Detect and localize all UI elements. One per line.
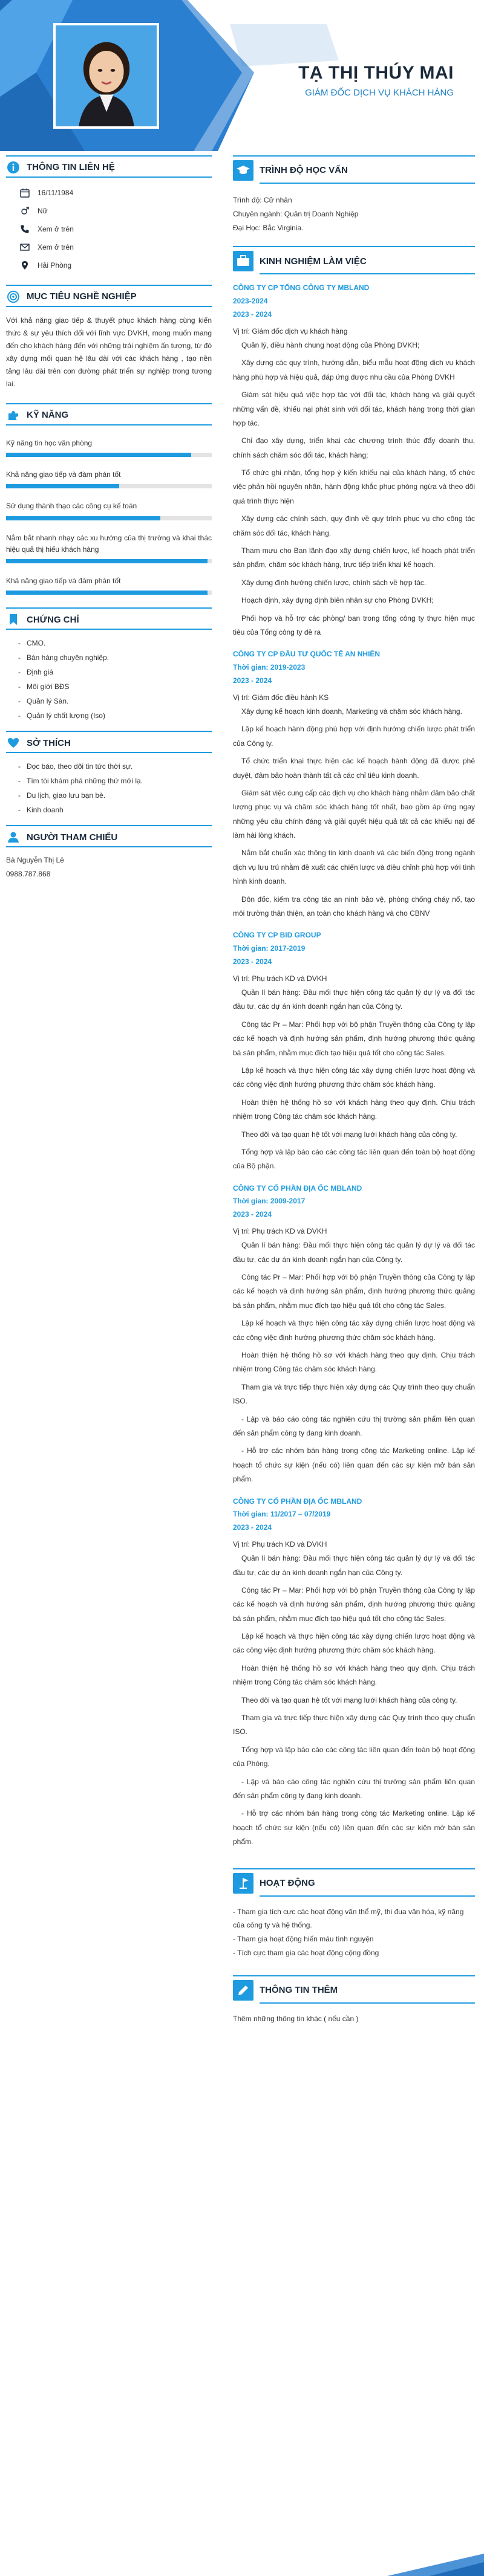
job-duty: Hoàn thiện hệ thống hồ sơ với khách hàng theo quy định. Chịu trách nhiệm trong Công tác chăm sóc khách hàng. xyxy=(233,1351,475,1374)
gender-value: Nữ xyxy=(38,206,48,215)
certificate-item: - Định giá xyxy=(27,665,212,679)
avatar xyxy=(53,23,159,129)
job-company: CÔNG TY CP ĐẦU TƯ QUỐC TẾ AN NHIÊN xyxy=(233,650,381,659)
location-value: Hải Phòng xyxy=(38,261,72,270)
skill-bar xyxy=(6,484,212,488)
flag-icon xyxy=(233,1873,253,1894)
email-value: Xem ở trên xyxy=(38,242,74,251)
job-duty: Tham gia và trực tiếp thực hiện xây dựng các Quy trình theo quy chuẩn ISO. xyxy=(233,1382,475,1406)
job-duty: - Lập và báo cáo công tác nghiên cứu thị trường sản phẩm liên quan đến sản phẩm công ty đang kinh doanh. xyxy=(233,1777,475,1800)
job-duty: Lập kế hoạch hành động phù hợp với định hướng chiến lược phát triển của Công ty. xyxy=(233,725,475,748)
job-duty: Tổng hợp và lập báo cáo các công tác liên quan đến toàn bộ hoạt động của Bộ phận. xyxy=(233,1147,475,1171)
gender-icon xyxy=(18,206,31,216)
job-entry xyxy=(233,1495,475,1849)
job-period-secondary: 2023 - 2024 xyxy=(233,309,272,319)
job-duty: Xây dựng định hướng chiến lược, chính sách về hợp tác. xyxy=(241,578,427,587)
skills-title: KỸ NĂNG xyxy=(27,410,69,421)
jobs-list xyxy=(233,282,475,1849)
certificates-section-header xyxy=(6,610,212,629)
more-info-section-header xyxy=(233,1978,475,2002)
reference-name: Bà Nguyễn Thị Lê xyxy=(6,856,64,865)
certificate-item: - Bán hàng chuyên nghiệp. xyxy=(27,650,212,665)
job-duty: Quản lí bán hàng: Đầu mối thực hiện công tác quản lý dự lý và đối tác đầu tư, các dự án kinh doanh ngắn hạn của Công ty. xyxy=(233,1554,475,1577)
calendar-icon xyxy=(18,188,31,198)
skills-section-header xyxy=(6,406,212,424)
job-period-secondary: 2023 - 2024 xyxy=(233,676,272,685)
education-school: Đại Học: Bắc Virginia. xyxy=(233,223,304,232)
job-company: CÔNG TY CP TỔNG CÔNG TY MBLAND xyxy=(233,283,370,293)
job-entry xyxy=(233,282,475,639)
puzzle-icon xyxy=(6,408,21,422)
hobby-item: - Du lịch, giao lưu bạn bè. xyxy=(27,788,212,803)
graduation-cap-icon xyxy=(233,160,253,181)
job-duty: Lập kế hoạch và thực hiện công tác xây dựng chiến lược hoạt động và các công việc định hướng phương thức chăm sóc khách hàng. xyxy=(233,1066,475,1089)
job-duty: Tham mưu cho Ban lãnh đạo xây dựng chiến lược, kế hoạch phát triển sản phẩm, chăm sóc khách hàng, trực tiếp triển khai kế hoạch. xyxy=(233,546,475,569)
contact-gender xyxy=(6,202,212,220)
job-period: Thời gian: 2017-2019 xyxy=(233,944,306,953)
skill-label: Khả năng giao tiếp và đàm phán tốt xyxy=(6,576,121,585)
candidate-name: TẠ THỊ THÚY MAI xyxy=(298,63,454,83)
job-role: Vị trí: Giám đốc dịch vụ khách hàng xyxy=(233,327,348,336)
job-period: 2023-2024 xyxy=(233,296,268,305)
job-duty: - Hỗ trợ các nhóm bán hàng trong công tác Marketing online. Lập kế hoạch tổ chức sự kiện (nếu có) liên quan đến các sự kiện mở bán sản phẩm. xyxy=(233,1446,475,1484)
activity-item: - Tham gia tích cực các hoạt động văn thể mỹ, thi đua văn hóa, kỹ năng của công ty và hệ thống. xyxy=(233,1907,464,1930)
certificates-title: CHỨNG CHỈ xyxy=(27,614,79,625)
job-period-secondary: 2023 - 2024 xyxy=(233,1209,272,1218)
phone-icon xyxy=(18,224,31,234)
contact-phone xyxy=(6,220,212,238)
heart-icon xyxy=(6,736,21,750)
job-duty: Hoạch định, xây dựng định biên nhân sự cho Phòng DVKH; xyxy=(241,596,434,605)
job-period: Thời gian: 2009-2017 xyxy=(233,1197,306,1206)
job-duty: Phối hợp và hỗ trợ các phòng/ ban trong tổng công ty thực hiện mục tiêu của Tổng công ty đề ra xyxy=(233,613,475,636)
certificate-item: - Quản lý chất lượng (Iso) xyxy=(27,708,212,723)
job-duty: Quản lí bán hàng: Đầu mối thực hiện công tác quản lý dự lý và đối tác đầu tư, các dự án kinh doanh ngắn hạn của Công ty. xyxy=(233,1241,475,1264)
skill-item xyxy=(6,532,212,563)
job-company: CÔNG TY CP BID GROUP xyxy=(233,931,321,940)
job-duty: Tổng hợp và lập báo cáo các công tác liên quan đến toàn bộ hoạt động của Phòng. xyxy=(233,1745,475,1769)
job-duty: Tham gia và trực tiếp thực hiện xây dựng các Quy trình theo quy chuẩn ISO. xyxy=(233,1714,475,1736)
references-section-header xyxy=(6,828,212,846)
skill-bar xyxy=(6,591,212,595)
skill-bar xyxy=(6,453,212,457)
activity-item: - Tích cực tham gia các hoạt động cộng đồng xyxy=(233,1948,379,1957)
left-column xyxy=(6,158,212,881)
briefcase-icon xyxy=(233,251,253,271)
skill-label: Kỹ năng tin học văn phòng xyxy=(6,439,93,447)
job-duty: Công tác Pr – Mar: Phối hợp với bộ phận Truyền thông của Công ty lập các kế hoạch và định hướng sản phẩm, định hướng phương thức quảng bá sản phẩm, nhằm mục đích tạo hiệu quả tốt cho công tác Sales. xyxy=(233,1020,475,1057)
skill-bar xyxy=(6,559,212,563)
job-role: Vị trí: Phụ trách KD và DVKH xyxy=(233,974,327,983)
certificate-item: - CMO. xyxy=(27,636,212,650)
job-duty: Đôn đốc, kiểm tra công tác an ninh bảo vệ, phòng chống cháy nổ, tạo môi trường thân thiện, an toàn cho khách hàng và cho CBNV xyxy=(233,895,475,918)
job-duty: - Lập và báo cáo công tác nghiên cứu thị trường sản phẩm liên quan đến sản phẩm công ty đang kinh doanh. xyxy=(233,1414,475,1437)
job-period: Thời gian: 2019-2023 xyxy=(233,662,306,672)
location-icon xyxy=(18,261,31,270)
activities-section-header xyxy=(233,1871,475,1895)
hobby-item: - Đọc báo, theo dõi tin tức thời sự. xyxy=(27,759,212,774)
hobbies-list xyxy=(6,759,212,817)
more-info-title: THÔNG TIN THÊM xyxy=(260,1985,338,1996)
contact-birthday xyxy=(6,184,212,202)
skill-item xyxy=(6,575,212,595)
info-icon xyxy=(6,160,21,175)
objective-section-header xyxy=(6,288,212,306)
skill-item xyxy=(6,469,212,488)
job-company: CÔNG TY CỔ PHẦN ĐỊA ỐC MBLAND xyxy=(233,1497,362,1506)
job-duty: - Hỗ trợ các nhóm bán hàng trong công tác Marketing online. Lập kế hoạch tổ chức sự kiện (nếu có) liên quan đến các sự kiện mở bán sản phẩm. xyxy=(233,1809,475,1846)
job-role: Vị trí: Phụ trách KD và DVKH xyxy=(233,1540,327,1549)
more-info-text: Thêm những thông tin khác ( nếu cần ) xyxy=(233,2014,359,2023)
job-entry xyxy=(233,1182,475,1487)
skill-bar-fill xyxy=(6,559,208,563)
job-duty: Giám sát việc cung cấp các dịch vụ cho khách hàng nhằm đảm bảo chất lượng phục vụ và chăm sóc khách hàng tốt nhất, bao gồm áp ứng ngay những yêu cầu chính đáng và giải quyết hiệu quả tất cả các khiếu nại để làm hài lòng khách. xyxy=(233,788,475,840)
job-duty: Tổ chức ghi nhận, tổng hợp ý kiến khiếu nại của khách hàng, tổ chức việc phản hồi nguyên nhân, hành động khắc phục phòng ngừa và theo dõi quá trình thực hiện xyxy=(233,468,475,505)
skill-item xyxy=(6,438,212,457)
job-duty: Theo dõi và tạo quan hệ tốt với mạng lưới khách hàng của công ty. xyxy=(241,1695,457,1704)
activities-title: HOẠT ĐỘNG xyxy=(260,1877,315,1888)
certificate-item: - Quản lý Sàn. xyxy=(27,694,212,708)
job-period-secondary: 2023 - 2024 xyxy=(233,1523,272,1532)
skill-item xyxy=(6,500,212,520)
objective-title: MỤC TIÊU NGHỀ NGHIỆP xyxy=(27,291,137,302)
job-period: Thời gian: 11/2017 – 07/2019 xyxy=(233,1510,331,1519)
contact-location xyxy=(6,256,212,274)
objective-text: Với khả năng giao tiếp & thuyết phục khách hàng cùng kiến thức & sự yêu thích đối với lĩnh vực DVKH, mong muốn mang đến cho khách hàng đến với những trải nghiệm ấn tượng, từ đó xây dựng mối quan hệ lâu dài với các khách hàng , tạo nền tảng lâu dài trên con đường phát triển sự nghiệp trong tương lai. xyxy=(6,316,212,388)
job-duty: Xây dựng các chính sách, quy định về quy trình phục vụ cho công tác chăm sóc đối tác, khách hàng. xyxy=(233,514,475,537)
contact-email xyxy=(6,238,212,256)
skill-label: Khả năng giao tiếp và đàm phán tốt xyxy=(6,470,121,479)
job-duty: Quản lí bán hàng: Đầu mối thực hiện công tác quản lý dự lý và đối tác đầu tư, các dự án kinh doanh ngắn hạn của Công ty. xyxy=(233,988,475,1011)
job-duty: Giám sát hiệu quả việc hợp tác với đối tác, khách hàng và giải quyết những vấn đề, khiếu nại phát sinh với đối tác, khách hàng trong thời gian hợp tác. xyxy=(233,390,475,427)
contact-title: THÔNG TIN LIÊN HỆ xyxy=(27,162,115,173)
job-duty: Lập kế hoạch và thực hiện công tác xây dựng chiến lược hoạt động và các công việc định hướng phương thức chăm sóc khách hàng. xyxy=(233,1319,475,1342)
job-duty: Công tác Pr – Mar: Phối hợp với bộ phận Truyền thông của Công ty lập các kế hoạch và định hướng sản phẩm, định hướng phương thức quảng bá sản phẩm, nhằm mục đích tạo hiệu quả tốt cho công tác Sales. xyxy=(233,1273,475,1310)
job-role: Vị trí: Phụ trách KD và DVKH xyxy=(233,1227,327,1236)
skill-bar-fill xyxy=(6,591,208,595)
certificate-item: - Môi giới BĐS xyxy=(27,679,212,694)
job-duty: Lập kế hoạch và thực hiện công tác xây dựng chiến lược hoạt động và các công việc định hướng phương thức chăm sóc khách hàng. xyxy=(233,1632,475,1655)
hobbies-section-header xyxy=(6,734,212,752)
experience-section-header xyxy=(233,249,475,273)
phone-value: Xem ở trên xyxy=(38,224,74,233)
candidate-job-title: GIÁM ĐỐC DỊCH VỤ KHÁCH HÀNG xyxy=(305,88,454,98)
job-duty: Hoàn thiện hệ thống hồ sơ với khách hàng theo quy định. Chịu trách nhiệm trong Công tác chăm sóc khách hàng. xyxy=(233,1098,475,1121)
skills-list xyxy=(6,438,212,595)
birthday-value: 16/11/1984 xyxy=(38,188,74,197)
job-duty: Chỉ đạo xây dựng, triển khai các chương trình thúc đẩy doanh thu, chính sách chăm sóc đối tác, khách hàng; xyxy=(233,436,475,459)
reference-phone: 0988.787.868 xyxy=(6,869,51,878)
hobby-item: - Tìm tòi khám phá những thứ mới lạ. xyxy=(27,774,212,788)
education-section-header xyxy=(233,158,475,183)
job-duty: Quản lý, điều hành chung hoạt động của Phòng DVKH; xyxy=(241,340,420,349)
job-duty: Xây dựng các quy trình, hướng dẫn, biểu mẫu hoạt động dịch vụ khách hàng phù hợp và hiệu quả, đáp ứng được nhu cầu của Phòng DVKH xyxy=(233,358,475,381)
target-icon xyxy=(6,290,21,304)
job-period-secondary: 2023 - 2024 xyxy=(233,957,272,966)
job-company: CÔNG TY CỔ PHẦN ĐỊA ỐC MBLAND xyxy=(233,1183,362,1193)
job-duty: Tổ chức triển khai thực hiện các kế hoạch hành động đã được phê duyệt, đảm bảo hoàn thành tất cả các chỉ tiêu kinh doanh. xyxy=(233,757,475,780)
footer-decoration xyxy=(363,2554,484,2576)
education-level: Trình độ: Cử nhân xyxy=(233,196,292,204)
email-icon xyxy=(18,242,31,252)
profile-photo xyxy=(56,25,157,126)
skill-bar-fill xyxy=(6,453,191,457)
skill-bar xyxy=(6,516,212,520)
contact-section-header xyxy=(6,158,212,176)
experience-title: KINH NGHIỆM LÀM VIỆC xyxy=(260,256,367,267)
bookmark-icon xyxy=(6,612,21,627)
job-duty: Hoàn thiện hệ thống hồ sơ với khách hàng theo quy định. Chịu trách nhiệm trong Công tác chăm sóc khách hàng. xyxy=(233,1663,475,1687)
skill-bar-fill xyxy=(6,516,160,520)
hobby-item: - Kinh doanh xyxy=(27,803,212,817)
job-entry xyxy=(233,648,475,921)
skill-bar-fill xyxy=(6,484,119,488)
activity-item: - Tham gia hoạt động hiến máu tình nguyện xyxy=(233,1935,374,1944)
education-major: Chuyên ngành: Quản trị Doanh Nghiệp xyxy=(233,209,359,218)
job-entry xyxy=(233,929,475,1173)
education-title: TRÌNH ĐỘ HỌC VẤN xyxy=(260,165,348,176)
job-duty: Nắm bắt chuẩn xác thông tin kinh doanh và các biến động trong ngành dịch vụ lưu trú nhằm đề xuất các chiến lược và điều chỉnh phù hợp với tình hình kinh doanh. xyxy=(233,849,475,886)
user-icon xyxy=(6,830,21,844)
certificates-list xyxy=(6,636,212,723)
cv-header xyxy=(0,0,484,151)
job-duty: Công tác Pr – Mar: Phối hợp với bộ phận Truyền thông của Công ty lập các kế hoạch và định hướng sản phẩm, định hướng phương thức quảng bá sản phẩm, nhằm mục đích tạo hiệu quả tốt cho công tác Sales. xyxy=(233,1585,475,1623)
skill-label: Sử dụng thành thạo các công cụ kế toán xyxy=(6,502,137,511)
job-duty: Xây dựng kế hoạch kinh doanh, Marketing và chăm sóc khách hàng. xyxy=(241,707,462,716)
job-duty: Theo dõi và tạo quan hệ tốt với mạng lưới khách hàng của công ty. xyxy=(241,1130,457,1139)
right-column xyxy=(233,158,475,2026)
hobbies-title: SỞ THÍCH xyxy=(27,737,71,748)
job-role: Vị trí: Giám đốc điều hành KS xyxy=(233,693,329,702)
references-title: NGƯỜI THAM CHIẾU xyxy=(27,832,118,843)
pencil-icon xyxy=(233,1980,253,2001)
skill-label: Nắm bắt nhanh nhạy các xu hướng của thị trường và khai thác hiệu quả thị hiếu khách hàng xyxy=(6,533,212,554)
